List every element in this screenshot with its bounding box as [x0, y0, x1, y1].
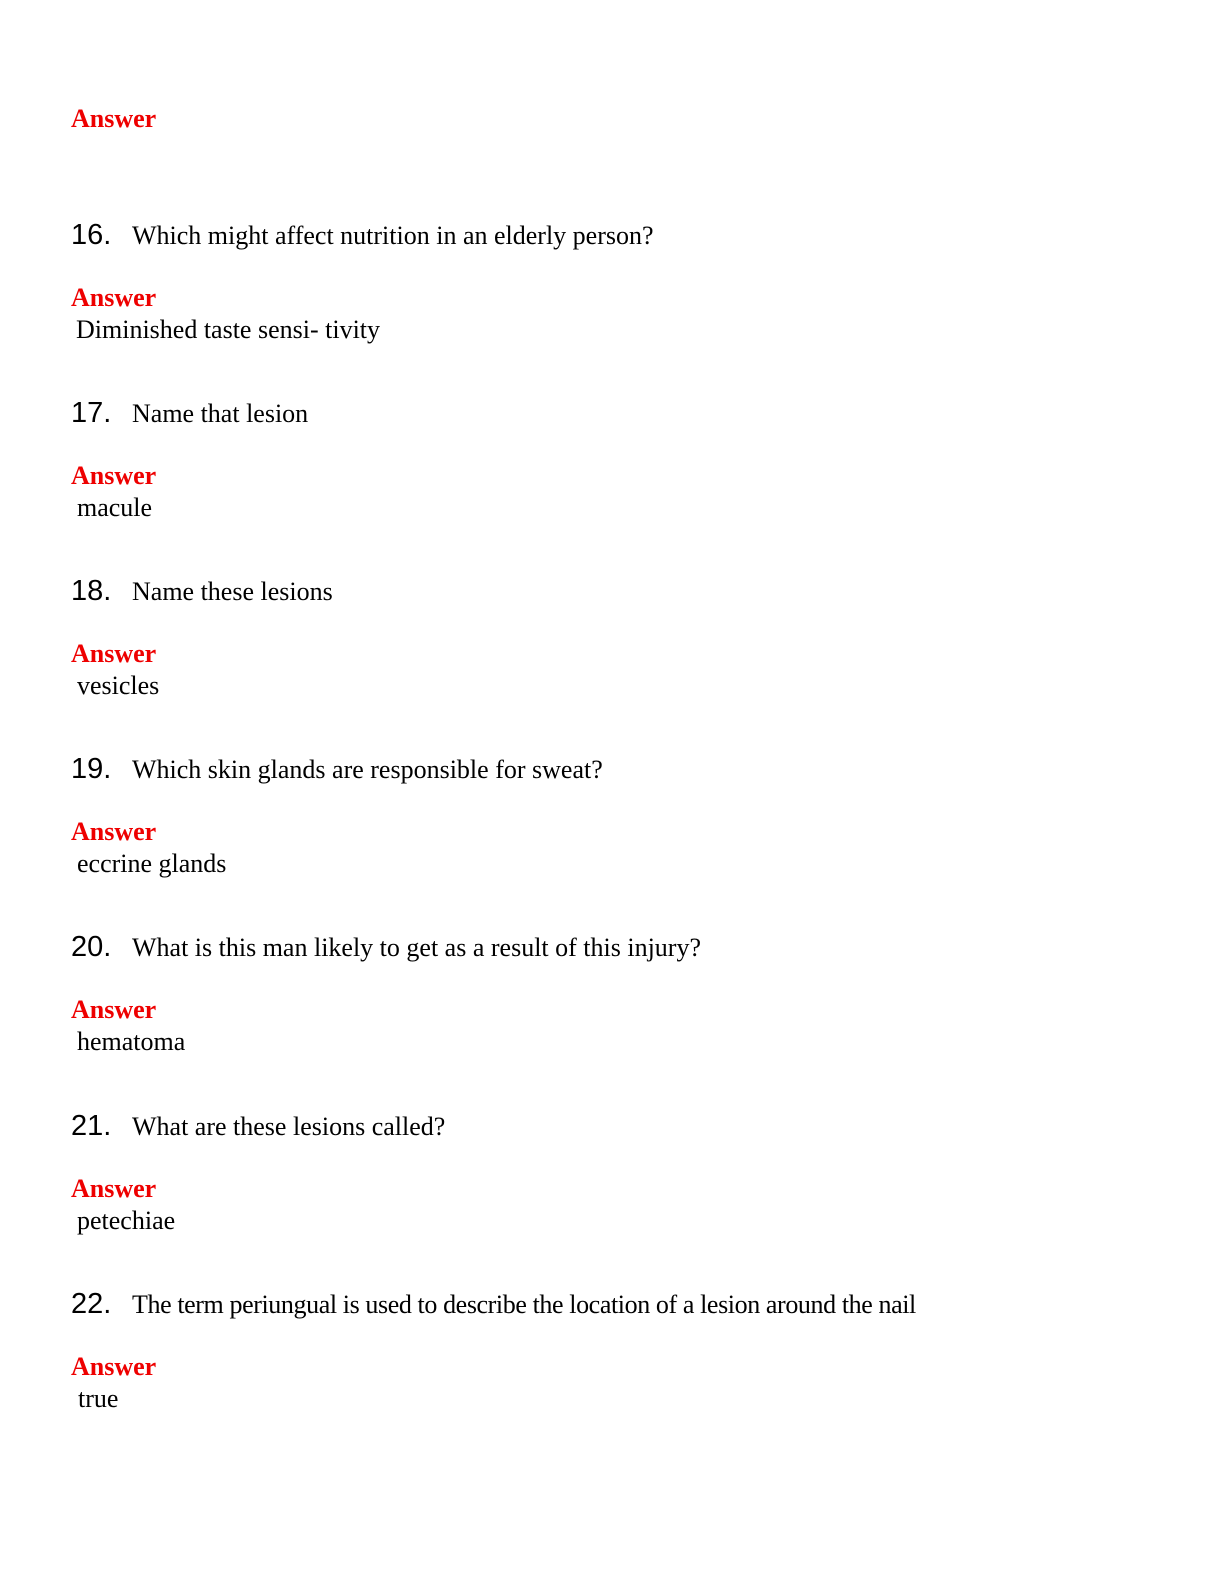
answer-text: eccrine glands	[77, 849, 227, 878]
answer-label: Answer	[71, 1352, 157, 1381]
answer-text: macule	[77, 493, 153, 522]
question-19	[71, 753, 603, 786]
question-number: 21.	[71, 1110, 112, 1142]
answer-text: hematoma	[77, 1027, 186, 1056]
answer-label: Answer	[71, 995, 157, 1024]
answer-label: Answer	[71, 283, 157, 312]
question-18	[71, 575, 333, 608]
question-number: 18.	[71, 575, 112, 607]
question-21	[71, 1110, 445, 1143]
question-text: What is this man likely to get as a result of this injury?	[132, 933, 702, 962]
question-22	[71, 1288, 916, 1321]
answer-label: Answer	[71, 461, 157, 490]
question-text: Name that lesion	[132, 399, 309, 428]
question-20	[71, 931, 701, 964]
answer-label: Answer	[71, 639, 157, 668]
question-number: 16.	[71, 219, 112, 251]
answer-text: vesicles	[77, 671, 160, 700]
question-text: Which might affect nutrition in an elderly person?	[132, 221, 654, 250]
question-number: 22.	[71, 1288, 112, 1320]
question-17	[71, 397, 308, 430]
answer-text: Diminished taste sensi- tivity	[76, 315, 381, 344]
question-text: What are these lesions called?	[132, 1112, 446, 1141]
question-number: 17.	[71, 397, 112, 429]
question-text: The term periungual is used to describe the location of a lesion around the nail	[132, 1290, 916, 1319]
answer-label: Answer	[71, 817, 157, 846]
answer-text: true	[78, 1384, 119, 1413]
question-16	[71, 219, 654, 252]
answer-label: Answer	[71, 1174, 157, 1203]
answer-label: Answer	[71, 104, 157, 133]
question-number: 20.	[71, 931, 112, 963]
question-text: Which skin glands are responsible for sweat?	[132, 755, 603, 784]
answer-text: petechiae	[77, 1206, 176, 1235]
question-text: Name these lesions	[132, 577, 333, 606]
question-number: 19.	[71, 753, 112, 785]
